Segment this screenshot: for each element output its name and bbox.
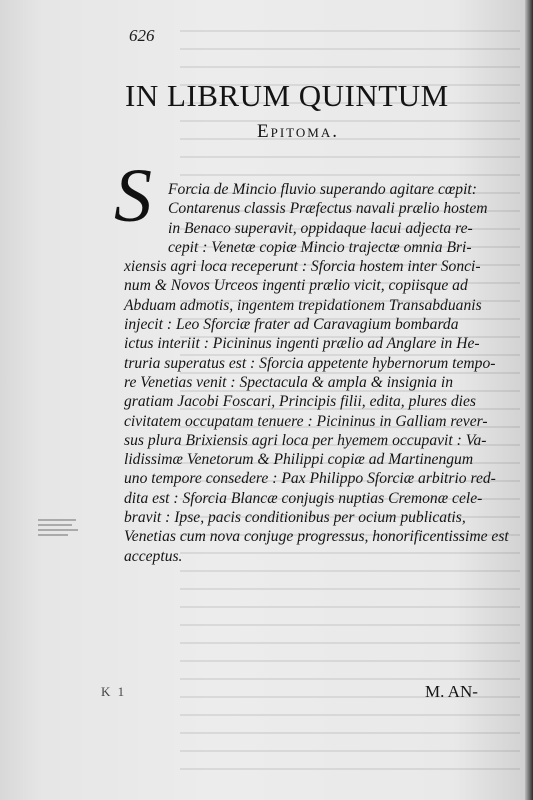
body-line: civitatem occupatam tenuere : Picininus in Galliam rever- <box>124 412 488 430</box>
body-line: Venetias cum nova conjuge progressus, honorificentissime est <box>124 528 509 546</box>
body-line: Abduam admotis, ingentem trepidationem Transabduanis <box>124 296 482 314</box>
catchword: M. AN- <box>425 682 478 701</box>
body-line: lidissimæ Venetorum & Philippi copiæ ad Martinengum <box>124 451 474 469</box>
body-line: in Benaco superavit, oppidaque lacui adjecta re- <box>168 219 473 237</box>
body-line: Contarenus classis Præfectus navali prælio hostem <box>168 200 488 218</box>
faint-margin-notes <box>38 516 78 539</box>
body-line: dita est : Sforcia Blancæ conjugis nuptias Cremonæ cele- <box>124 489 483 507</box>
body-line: Forcia de Mincio fluvio superando agitare cœpit: <box>168 181 477 198</box>
page-number: 626 <box>129 26 155 45</box>
body-line: num & Novos Urceos ingenti prælio vicit, copiisque ad <box>124 277 468 295</box>
body-line: gratiam Jacobi Foscari, Principis filii, edita, plures dies <box>124 393 476 411</box>
body-line: cepit : Venetæ copiæ Mincio trajectæ omnia Bri- <box>168 238 472 256</box>
signature-mark: K 1 <box>101 684 127 699</box>
body-line: sus plura Brixiensis agri loca per hyemem occupavit : Va- <box>124 431 487 449</box>
title-line-1: IN LIBRUM QUINTUM <box>125 78 449 113</box>
body-line: re Venetias venit : Spectacula & ampla & insignia in <box>124 373 453 391</box>
body-line: bravit : Ipse, pacis conditionibus per ocium publicatis, <box>124 509 466 527</box>
body-line: ictus interiit : Picininus ingenti prælio ad Anglare in He- <box>124 335 480 353</box>
body-line: truria superatus est : Sforcia appetente hybernorum tempo- <box>124 354 496 372</box>
epitome-body <box>124 180 516 566</box>
body-line: acceptus. <box>124 547 183 565</box>
body-line: uno tempore consedere : Pax Philippo Sforciæ arbitrio red- <box>124 470 496 488</box>
body-line: xiensis agri loca receperunt : Sforcia hostem inter Sonci- <box>124 258 481 276</box>
title-line-2: Epitoma. <box>257 121 339 142</box>
body-line: injecit : Leo Sforciæ frater ad Caravagium bombarda <box>124 316 459 334</box>
page-edge-shadow <box>525 0 533 800</box>
drop-cap: S <box>114 154 152 238</box>
